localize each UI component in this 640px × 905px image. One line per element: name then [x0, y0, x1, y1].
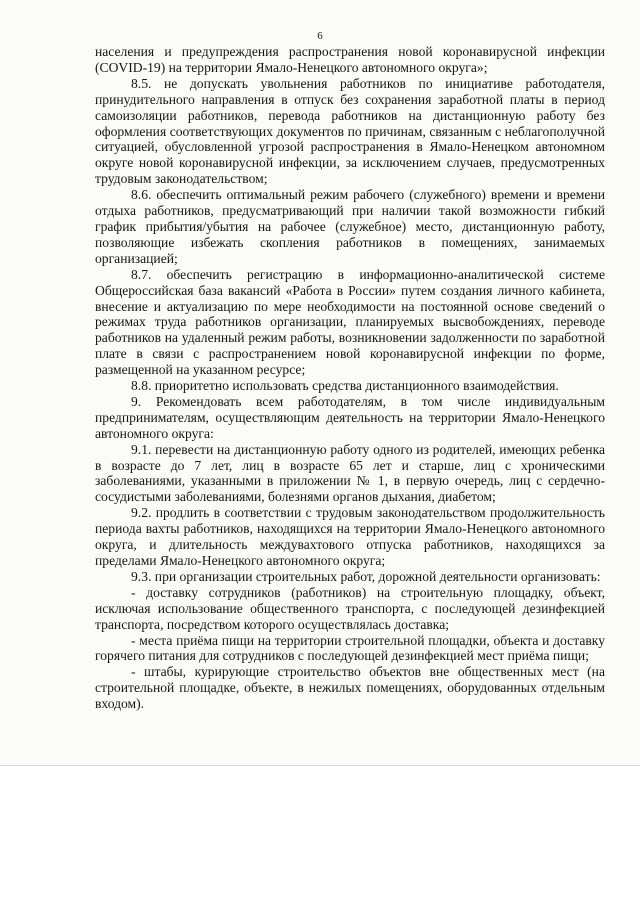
blank-area	[0, 766, 640, 905]
paragraph-9-1: 9.1. перевести на дистанционную работу одного из родителей, имеющих ребенка в возрасте до 7 лет, лиц в возрасте 65 лет и старше, лиц с хроническими заболеваниями, указанными в приложении № 1, в первую очередь, лиц с сердечно-сосудистыми заболеваниями, болезнями органов дыхания, диабетом;	[95, 441, 605, 505]
document-body	[95, 44, 605, 712]
paragraph-9-2: 9.2. продлить в соответствии с трудовым законодательством продолжительность периода вахты работников, находящихся на территории Ямало-Ненецкого автономного округа, и длительность междувахтового отпуска работников, находящихся за пределами Ямало-Ненецкого автономного округа;	[95, 505, 605, 568]
paragraph-8-5: 8.5. не допускать увольнения работников по инициативе работодателя, принудительного направления в отпуск без сохранения заработной платы в период самоизоляции работников, перевода работников на дистанционную работу без оформления соответствующих документов по причинам, связанным с неблагополучной ситуацией, обусловленной угрозой распространения в Ямало-Ненецком автономном округе новой коронавирусной инфекции, за исключением случаев, предусмотренных трудовым законодательством;	[95, 75, 605, 187]
list-item-meals: - места приёма пищи на территории строительной площадки, объекта и доставку горячего питания для сотрудников с последующей дезинфекцией мест приёма пищи;	[95, 632, 605, 664]
page-number: 6	[317, 30, 323, 42]
paragraph-continuation: населения и предупреждения распространения новой коронавирусной инфекции (COVID-19) на территории Ямало-Ненецкого автономного округа»;	[95, 44, 605, 75]
paragraph-9: 9. Рекомендовать всем работодателям, в том числе индивидуальным предпринимателям, осуществляющим деятельность на территории Ямало-Ненецкого автономного округа:	[95, 393, 605, 441]
paragraph-8-6: 8.6. обеспечить оптимальный режим рабочего (служебного) времени и времени отдыха работников, предусматривающий при наличии такой возможности гибкий график прибытия/убытия на рабочее (служебное) место, дистанционную работу, позволяющие избежать скопления работников в помещениях, занимаемых организацией;	[95, 187, 605, 266]
paragraph-8-8: 8.8. приоритетно использовать средства дистанционного взаимодействия.	[131, 378, 559, 394]
paragraph-9-3: 9.3. при организации строительных работ, дорожной деятельности организовать:	[131, 568, 601, 584]
paragraph-8-7: 8.7. обеспечить регистрацию в информационно-аналитической системе Общероссийская база вакансий «Работа в России» путем создания личного кабинета, внесение и актуализацию по мере необходимости на постоянной основе сведений о режимах труда работников организации, планируемых высвобождениях, переводе работников на удаленный режим работы, возникновении задолженности по заработной плате в связи с распространением новой коронавирусной инфекции по форме, размещенной на указанном ресурсе;	[95, 266, 605, 378]
list-item-delivery: - доставку сотрудников (работников) на строительную площадку, объект, исключая использование общественного транспорта, с последующей дезинфекцией транспорта, посредством которого осуществлялась доставка;	[95, 584, 605, 632]
list-item-headquarters: - штабы, курирующие строительство объектов вне общественных мест (на строительной площадке, объекте, в нежилых помещениях, оборудованных отдельным входом).	[95, 664, 605, 712]
